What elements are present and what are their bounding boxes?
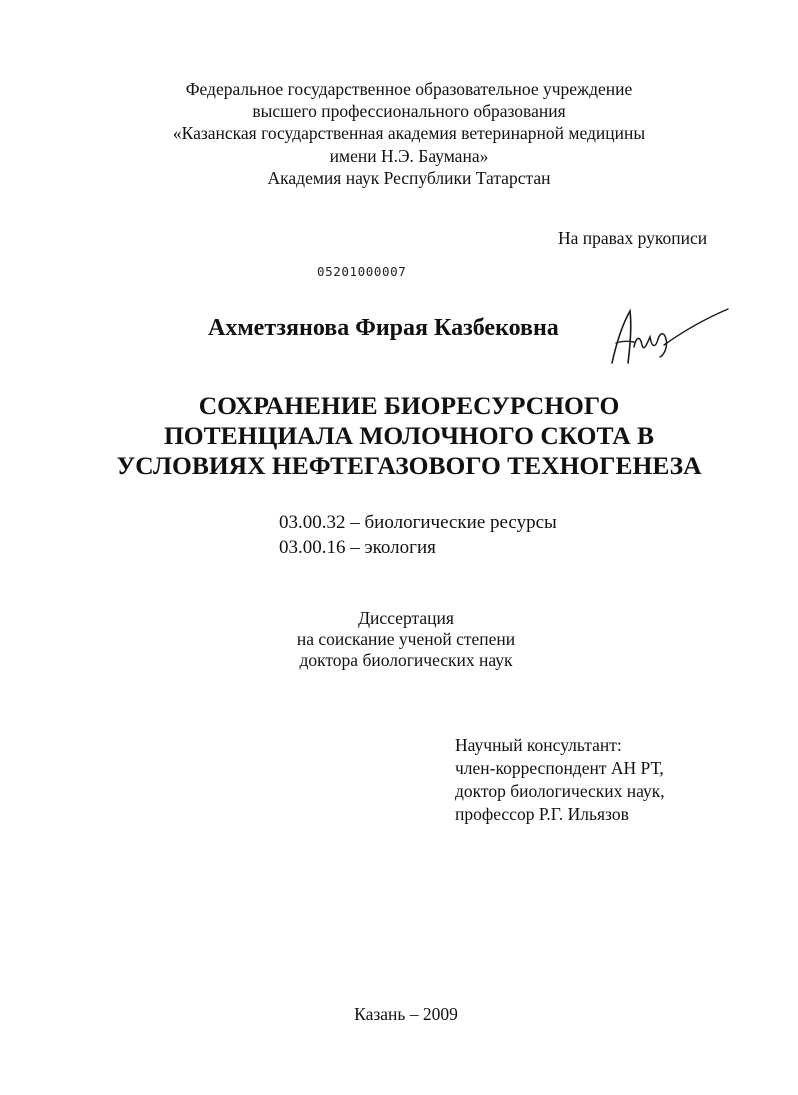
- specialty-line: 03.00.16 – экология: [279, 537, 436, 558]
- institution-header: [0, 78, 798, 189]
- specialty-codes: [279, 510, 557, 560]
- institution-line: имени Н.Э. Баумана»: [329, 145, 489, 166]
- author-name: Ахметзянова Фирая Казбековна: [208, 315, 559, 341]
- dissertation-title: [0, 391, 798, 481]
- title-line: ПОТЕНЦИАЛА МОЛОЧНОГО СКОТА В: [163, 421, 655, 450]
- degree-line: Диссертация: [358, 608, 454, 628]
- consultant-line: член-корреспондент АН РТ,: [455, 758, 664, 778]
- document-number: 05201000007: [317, 264, 407, 279]
- scientific-consultant: [455, 734, 665, 826]
- consultant-line: профессор Р.Г. Ильязов: [455, 804, 629, 824]
- institution-line: «Казанская государственная академия ветеринарной медицины: [172, 123, 646, 144]
- institution-line: Академия наук Республики Татарстан: [267, 167, 551, 188]
- degree-line: доктора биологических наук: [299, 650, 513, 670]
- institution-line: Федеральное государственное образовательное учреждение: [185, 79, 633, 99]
- title-line: УСЛОВИЯХ НЕФТЕГАЗОВОГО ТЕХНОГЕНЕЗА: [116, 451, 702, 480]
- consultant-line: Научный консультант:: [455, 735, 622, 755]
- degree-line: на соискание ученой степени: [296, 629, 516, 649]
- city-and-year: Казань – 2009: [354, 1004, 458, 1024]
- consultant-line: доктор биологических наук,: [455, 781, 665, 801]
- specialty-line: 03.00.32 – биологические ресурсы: [279, 512, 557, 533]
- title-line: СОХРАНЕНИЕ БИОРЕСУРСНОГО: [198, 391, 620, 420]
- manuscript-note: На правах рукописи: [558, 228, 708, 248]
- signature-icon: [604, 297, 734, 369]
- institution-line: высшего профессионального образования: [252, 101, 566, 122]
- degree-statement: [0, 608, 798, 671]
